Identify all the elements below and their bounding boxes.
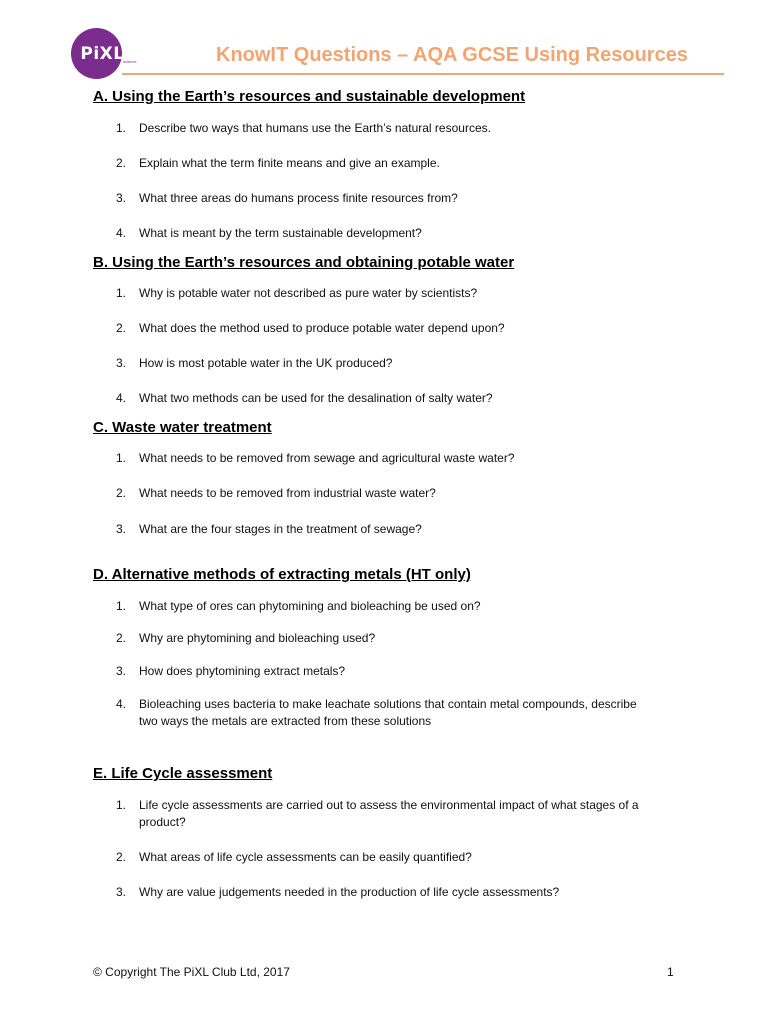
- question-text: What areas of life cycle assessments can be easily quantified?: [139, 850, 472, 864]
- question-number: 1.: [116, 121, 127, 135]
- question-number: 2.: [116, 631, 127, 645]
- section-heading-c: C. Waste water treatment: [93, 419, 272, 436]
- question-number: 4.: [116, 391, 127, 405]
- question-number: 3.: [116, 664, 127, 678]
- question-text: What is meant by the term sustainable development?: [139, 226, 422, 240]
- question-item: [116, 849, 676, 866]
- question-item: [116, 598, 676, 615]
- question-text: How is most potable water in the UK produced?: [139, 356, 393, 370]
- question-number: 2.: [116, 850, 127, 864]
- question-item: [116, 521, 676, 538]
- question-item: [116, 225, 676, 242]
- question-text: What needs to be removed from industrial waste water?: [139, 486, 436, 500]
- question-item: [116, 485, 676, 502]
- question-text: Life cycle assessments are carried out to assess the environmental impact of what stages of a product?: [139, 798, 639, 829]
- question-item: [116, 663, 676, 680]
- question-text: Why is potable water not described as pure water by scientists?: [139, 286, 478, 300]
- question-number: 3.: [116, 522, 127, 536]
- section-heading-e: E. Life Cycle assessment: [93, 765, 273, 782]
- question-text: What does the method used to produce potable water depend upon?: [139, 321, 505, 335]
- question-item: [116, 355, 676, 372]
- question-item: [116, 120, 676, 137]
- question-text: What are the four stages in the treatment of sewage?: [139, 522, 422, 536]
- question-text: How does phytomining extract metals?: [139, 664, 346, 678]
- question-text: Why are value judgements needed in the production of life cycle assessments?: [139, 885, 560, 899]
- question-number: 2.: [116, 486, 127, 500]
- question-number: 3.: [116, 356, 127, 370]
- pixl-logo: [71, 28, 125, 79]
- header-divider: [122, 73, 724, 75]
- question-item: [116, 696, 646, 730]
- question-number: 2.: [116, 156, 127, 170]
- logo-tag: science: [123, 59, 137, 64]
- question-number: 1.: [116, 798, 127, 812]
- question-text: Describe two ways that humans use the Earth’s natural resources.: [139, 121, 491, 135]
- question-text: What needs to be removed from sewage and agricultural waste water?: [139, 451, 515, 465]
- question-number: 4.: [116, 226, 127, 240]
- logo-text: PiXL: [80, 43, 125, 64]
- question-number: 2.: [116, 321, 127, 335]
- question-text: Why are phytomining and bioleaching used?: [139, 631, 376, 645]
- question-number: 3.: [116, 191, 127, 205]
- question-item: [116, 190, 676, 207]
- section-heading-d: D. Alternative methods of extracting metals (HT only): [93, 566, 471, 583]
- question-text: What type of ores can phytomining and bioleaching be used on?: [139, 599, 481, 613]
- question-text: Explain what the term finite means and give an example.: [139, 156, 440, 170]
- section-heading-a: A. Using the Earth’s resources and sustainable development: [93, 88, 526, 105]
- question-item: [116, 390, 676, 407]
- question-item: [116, 630, 676, 647]
- question-number: 1.: [116, 599, 127, 613]
- question-item: [116, 285, 676, 302]
- question-text: What two methods can be used for the desalination of salty water?: [139, 391, 493, 405]
- question-number: 1.: [116, 286, 127, 300]
- question-number: 1.: [116, 451, 127, 465]
- section-heading-b: B. Using the Earth’s resources and obtaining potable water: [93, 254, 515, 271]
- page-title: KnowIT Questions – AQA GCSE Using Resources: [216, 44, 688, 66]
- question-item: [116, 884, 676, 901]
- page-number: 1: [667, 965, 674, 979]
- question-number: 4.: [116, 697, 127, 711]
- question-item: [116, 155, 676, 172]
- question-item: [116, 797, 671, 831]
- question-item: [116, 320, 676, 337]
- footer-copyright: © Copyright The PiXL Club Ltd, 2017: [93, 965, 290, 979]
- question-text: What three areas do humans process finite resources from?: [139, 191, 458, 205]
- question-number: 3.: [116, 885, 127, 899]
- question-item: [116, 450, 676, 467]
- question-text: Bioleaching uses bacteria to make leachate solutions that contain metal compounds, describe two ways the metals are extracted from these solutions: [139, 697, 637, 728]
